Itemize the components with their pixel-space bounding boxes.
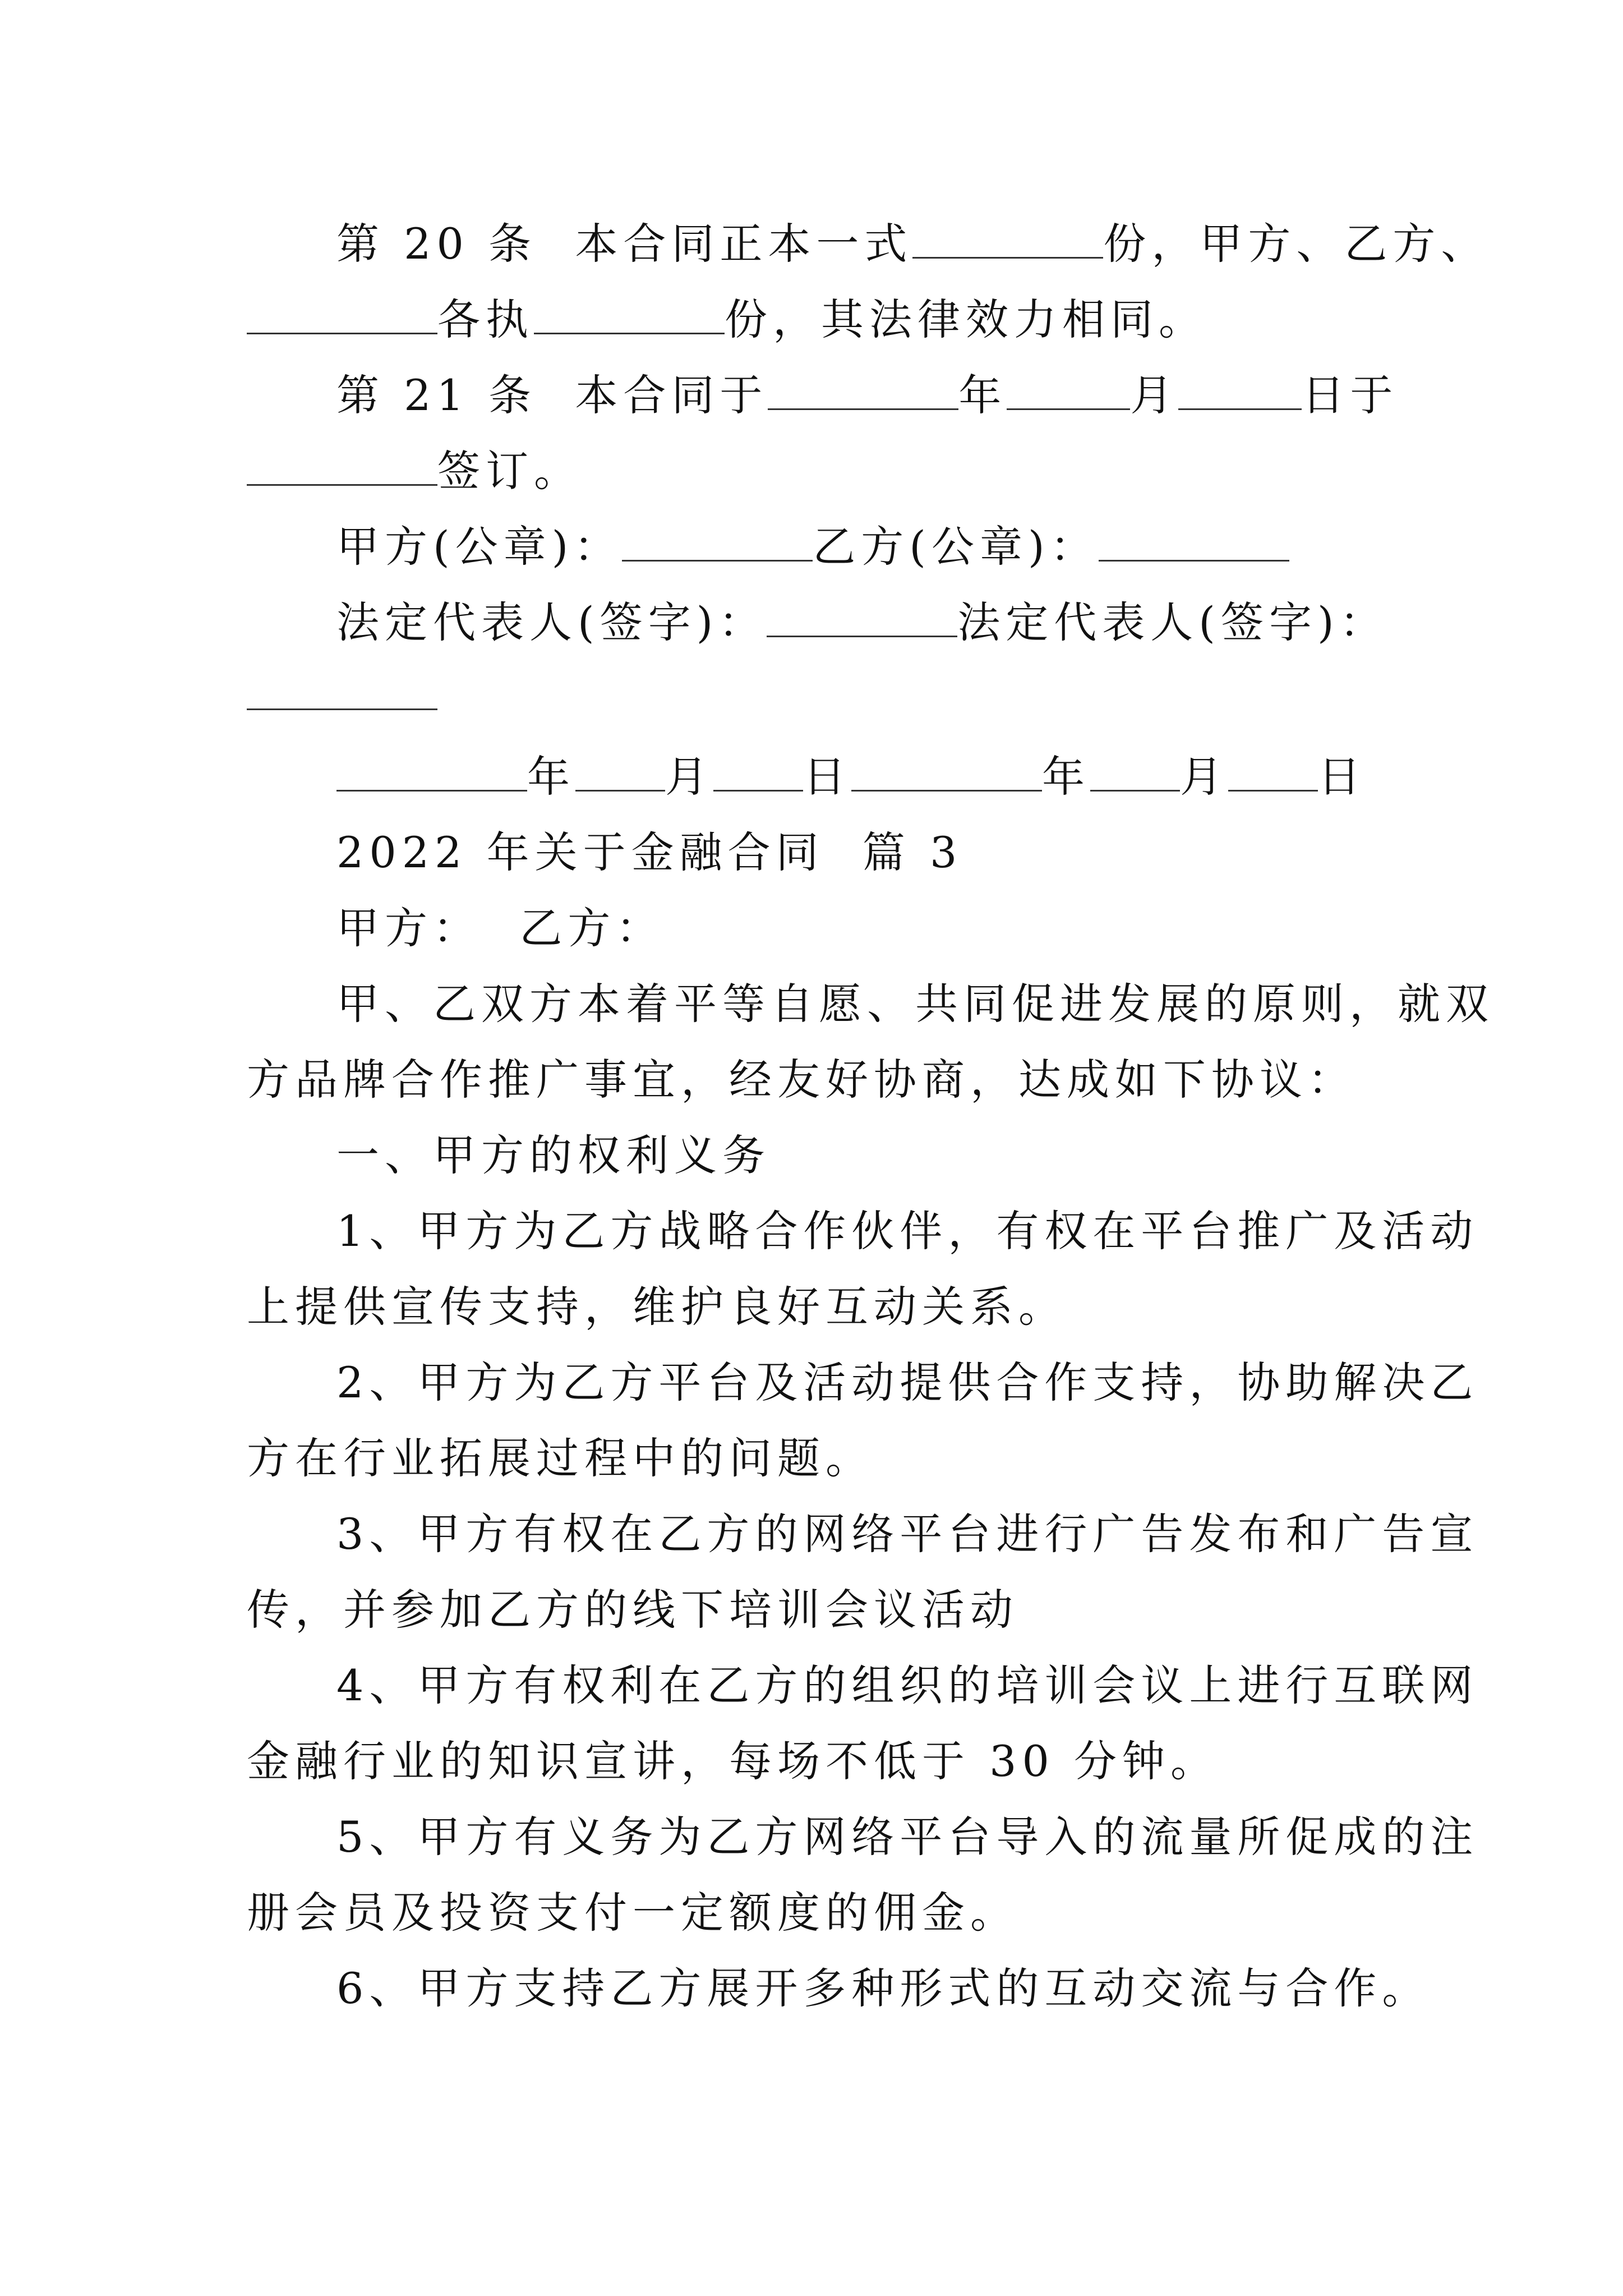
party-a-month-field[interactable] <box>575 749 665 792</box>
intro-line-1: 甲、乙双方本着平等自愿、共同促进发展的原则，就双 <box>336 979 1494 1029</box>
party-b-day-field[interactable] <box>1228 749 1318 792</box>
item-2-line-2: 方在行业拓展过程中的问题。 <box>247 1433 874 1483</box>
blank-year-field[interactable] <box>768 368 958 410</box>
item-5-line-2: 册会员及投资支付一定额度的佣金。 <box>247 1888 1018 1938</box>
party-b-seal-label: 乙方(公章)： <box>813 522 1099 572</box>
party-a-seal-field[interactable] <box>622 519 813 562</box>
representative-line <box>336 595 1388 651</box>
party-a-rep-label: 法定代表人(签字)： <box>336 597 767 647</box>
item-4-line-2: 金融行业的知识宣讲，每场不低于 30 分钟。 <box>247 1736 1219 1786</box>
item-1-line-1: 1、甲方为乙方战略合作伙伴，有权在平台推广及活动 <box>336 1206 1479 1256</box>
party-a-month-label: 月 <box>665 752 713 802</box>
item-1-line-2: 上提供宣传支持，维护良好互动关系。 <box>247 1282 1067 1332</box>
year-label: 年 <box>958 370 1007 420</box>
party-a-year-label: 年 <box>527 752 575 802</box>
party-b-year-field[interactable] <box>851 749 1042 792</box>
month-label: 月 <box>1130 370 1179 420</box>
blank-count-field[interactable] <box>534 292 725 334</box>
signed-label: 签订。 <box>437 446 582 496</box>
clause-20-line-1 <box>336 216 1489 272</box>
item-6-line-1: 6、甲方支持乙方展开多种形式的互动交流与合作。 <box>336 1963 1431 2013</box>
blank-day-field[interactable] <box>1178 368 1302 410</box>
clause-20-line-2 <box>247 292 1207 348</box>
party-b-rep-label: 法定代表人(签字)： <box>957 597 1388 647</box>
item-3-line-2: 传，并参加乙方的线下培训会议活动 <box>247 1585 1018 1635</box>
party-b-rep-field[interactable] <box>247 668 437 710</box>
party-a-day-label: 日 <box>803 752 851 802</box>
clause-20-text-b: 份，甲方、乙方、 <box>1103 219 1490 269</box>
blank-month-field[interactable] <box>1007 368 1130 410</box>
date-line <box>336 749 1366 805</box>
item-3-line-1: 3、甲方有权在乙方的网络平台进行广告发布和广告宣 <box>336 1509 1479 1559</box>
clause-21-text: 第 21 条 本合同于 <box>336 370 768 420</box>
item-5-line-1: 5、甲方有义务为乙方网络平台导入的流量所促成的注 <box>336 1812 1479 1862</box>
party-b-month-field[interactable] <box>1090 749 1180 792</box>
parties-line: 甲方： 乙方： <box>336 903 665 953</box>
party-a-day-field[interactable] <box>713 749 803 792</box>
representative-line-2 <box>247 668 437 724</box>
clause-20-effect-text: 份，其法律效力相同。 <box>725 295 1207 344</box>
item-4-line-1: 4、甲方有权利在乙方的组织的培训会议上进行互联网 <box>336 1660 1479 1710</box>
party-b-month-label: 月 <box>1180 752 1228 802</box>
section-title: 2022 年关于金融合同 篇 3 <box>336 827 963 877</box>
intro-line-2: 方品牌合作推广事宜，经友好协商，达成如下协议： <box>247 1055 1356 1105</box>
blank-place-field[interactable] <box>247 444 437 486</box>
day-label: 日于 <box>1302 370 1399 420</box>
clause-21-line-2 <box>247 443 582 499</box>
party-a-year-field[interactable] <box>336 749 527 792</box>
item-2-line-1: 2、甲方为乙方平台及活动提供合作支持，协助解决乙 <box>336 1358 1479 1407</box>
party-b-year-label: 年 <box>1042 752 1090 802</box>
blank-holder-field[interactable] <box>247 292 437 334</box>
party-a-seal-label: 甲方(公章)： <box>336 522 623 572</box>
heading-party-a-rights: 一、甲方的权利义务 <box>336 1130 771 1180</box>
party-b-day-label: 日 <box>1318 752 1366 802</box>
blank-copies-field[interactable] <box>912 217 1103 259</box>
seal-line <box>336 519 1289 575</box>
party-b-seal-field[interactable] <box>1099 519 1289 562</box>
party-a-rep-field[interactable] <box>767 595 957 637</box>
clause-21-line-1 <box>336 367 1398 424</box>
clause-20-text: 第 20 条 本合同正本一式 <box>336 219 913 269</box>
clause-20-holder-text: 各执 <box>437 295 534 344</box>
